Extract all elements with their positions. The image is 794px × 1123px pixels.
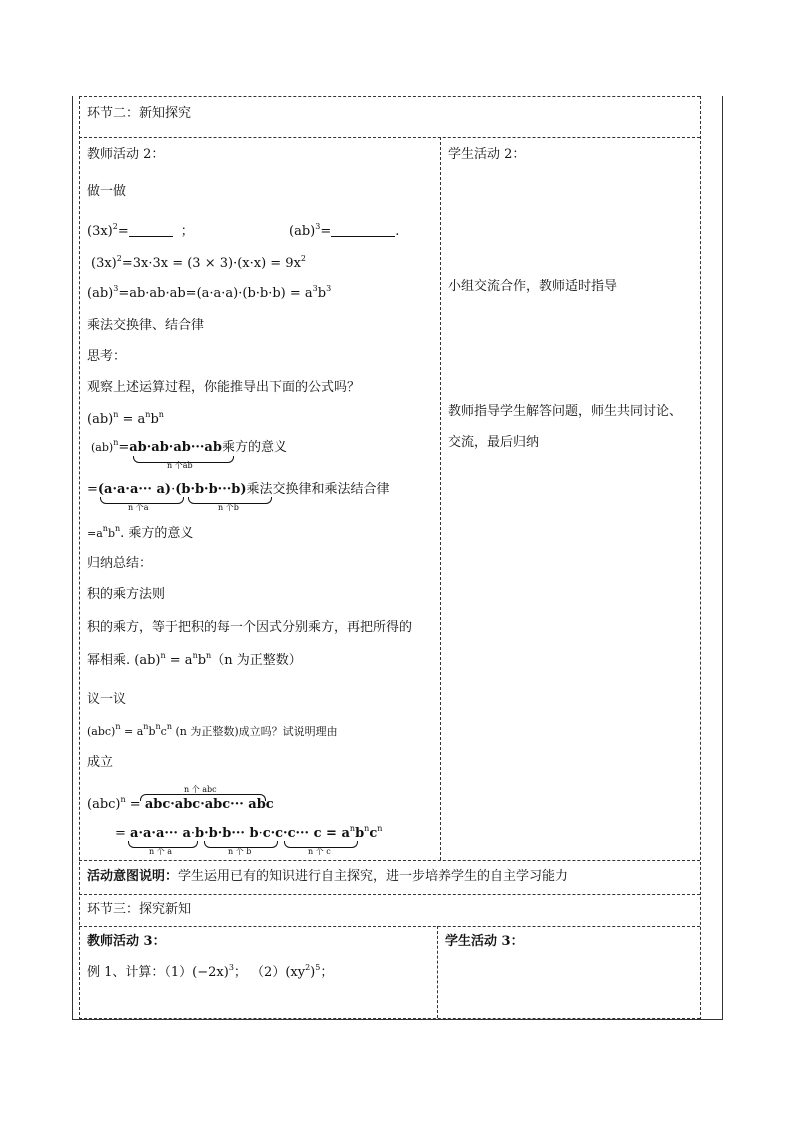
- exercise-line-1: $(3x)^2=$ ；: [87, 222, 194, 239]
- formula-line: $(3x)^2=3x\cdot 3x = (3 \times 3)\cdot(x\cdot x) = 9x^2$: [91, 254, 306, 271]
- row-divider: [79, 894, 700, 895]
- section-title: 环节三：探究新知: [87, 902, 192, 917]
- expansion-line: (abc)$^n$ = abc·abc·abc··· abc: [87, 795, 274, 812]
- intent-text: 学生运用已有的知识进行自主探究，进一步培养学生的自主学习能力: [178, 869, 569, 884]
- table-border-bottom: [72, 1019, 722, 1020]
- derivation-line: $=a^nb^n$. 乘方的意义: [87, 524, 194, 541]
- intent-note: [87, 869, 568, 885]
- subheading-zuo: 做一做: [87, 184, 127, 199]
- brace-label: n 个b: [218, 503, 239, 512]
- think-heading: 思考：: [87, 349, 127, 364]
- column-divider: [440, 137, 441, 860]
- answer-blank: [331, 224, 395, 237]
- teacher-activity-heading: 教师活动 3：: [87, 934, 166, 949]
- summary-heading: 归纳总结：: [87, 556, 153, 571]
- derivation-line: (ab)$^n$=ab·ab·ab···ab乘方的意义: [91, 438, 287, 455]
- subheading-yi: 议一议: [87, 692, 127, 707]
- formula-line: $(ab)^3=ab\cdot ab\cdot ab=(a\cdot a\cdot a)\cdot(b\cdot b\cdot b) = a^3b^3$: [87, 284, 332, 301]
- brace-label: n 个 b: [228, 847, 252, 856]
- brace-label: n 个ab: [167, 461, 193, 470]
- student-activity-text: 教师指导学生解答问题，师生共同讨论、: [448, 404, 683, 419]
- row-divider: [79, 1018, 700, 1019]
- question-text: $(abc)^n = a^nb^nc^n$ (n 为正整数)成立吗？试说明理由: [87, 722, 338, 738]
- brace-label: n 个a: [128, 503, 149, 512]
- inner-border-right: [700, 96, 701, 1020]
- answer-text: 成立: [87, 755, 114, 770]
- student-activity-heading: 学生活动 3：: [445, 934, 524, 949]
- rule-text: 积的乘方，等于把积的每一个因式分别乘方，再把所得的: [87, 620, 413, 635]
- expansion-line: = $a\cdot a\cdot a\cdot\cdot\cdot a\cdot b\cdot b\cdot b\cdot\cdot\cdot b\cdot c\cdot c\cdot c\cdot\cdot\cdot c = a^nb^nc^n$: [115, 824, 383, 841]
- row-divider: [79, 926, 700, 927]
- student-activity-heading: 学生活动 2：: [448, 147, 526, 162]
- answer-blank: [129, 224, 173, 237]
- table-border-right: [722, 96, 723, 1020]
- row-divider: [79, 137, 700, 138]
- rule-text: 幂相乘. $(ab)^n = a^nb^n(n$ 为正整数）: [87, 651, 302, 668]
- teacher-activity-heading: 教师活动 2：: [87, 147, 165, 162]
- row-divider: [79, 96, 700, 97]
- intent-label: 活动意图说明：: [87, 869, 179, 884]
- student-activity-text: 交流，最后归纳: [448, 435, 540, 450]
- formula-line: $(ab)^n = a^nb^n$: [87, 410, 164, 427]
- inner-border-left: [79, 96, 80, 1020]
- example-question: 例 1、计算：$(1)(-2x)^3$； $(2)(xy^2)^5$；: [87, 963, 334, 980]
- rule-name: 积的乘方法则: [87, 587, 166, 602]
- brace-label: n 个 abc: [184, 785, 217, 794]
- exercise-line-2: (ab)$^3$= .: [289, 222, 400, 239]
- student-activity-text: 小组交流合作，教师适时指导: [448, 279, 618, 294]
- brace-label: n 个 a: [149, 847, 173, 856]
- derivation-line: =(a·a·a··· a)·(b·b·b···b)乘法交换律和乘法结合律: [87, 482, 390, 497]
- law-text: 乘法交换律、结合律: [87, 318, 205, 333]
- column-divider: [437, 926, 438, 1018]
- section-title: 环节二：新知探究: [87, 106, 192, 121]
- table-border-left: [72, 96, 73, 1020]
- row-divider: [79, 860, 700, 861]
- observe-text: 观察上述运算过程，你能推导出下面的公式吗？: [87, 380, 361, 395]
- brace-label: n 个 c: [308, 847, 331, 856]
